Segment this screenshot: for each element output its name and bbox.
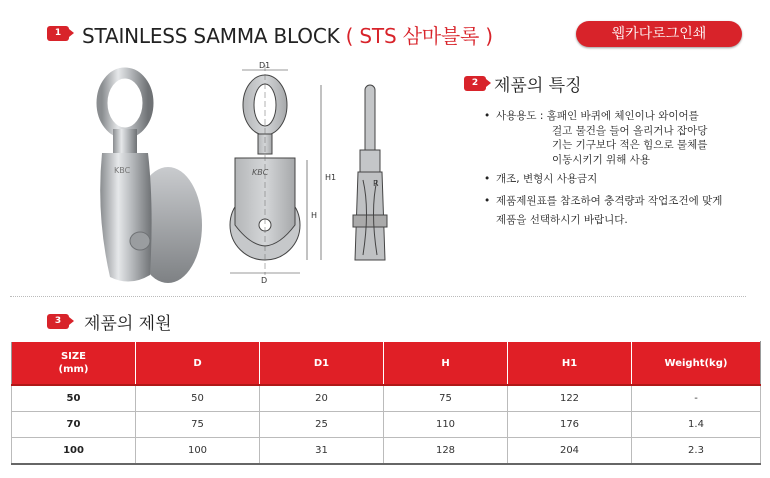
cell-size: 70 bbox=[12, 412, 136, 438]
cell-d: 100 bbox=[136, 438, 260, 465]
title-english: STAINLESS SAMMA BLOCK bbox=[82, 24, 340, 48]
cell-weight: 1.4 bbox=[632, 412, 761, 438]
section-3-badge: 3 bbox=[47, 314, 69, 329]
print-catalog-button[interactable]: 웹카다로그인쇄 bbox=[576, 21, 742, 47]
cell-weight: 2.3 bbox=[632, 438, 761, 465]
table-row bbox=[12, 412, 761, 438]
front-view-drawing bbox=[225, 60, 345, 290]
d-label: D bbox=[261, 276, 268, 285]
d1-label: D1 bbox=[259, 61, 271, 70]
spec-table bbox=[11, 341, 761, 465]
section-1-badge: 1 bbox=[47, 26, 69, 41]
product-photo bbox=[80, 55, 210, 290]
cell-weight: - bbox=[632, 385, 761, 412]
title-korean: ( STS 삼마블록 ) bbox=[345, 24, 493, 48]
cell-h: 75 bbox=[384, 385, 508, 412]
cell-h: 128 bbox=[384, 438, 508, 465]
cell-h1: 204 bbox=[508, 438, 632, 465]
spec-header-row bbox=[12, 342, 761, 386]
r-label: R bbox=[373, 179, 379, 188]
col-size: SIZE (mm) bbox=[12, 342, 136, 386]
col-weight: Weight(kg) bbox=[632, 342, 761, 386]
cell-h1: 176 bbox=[508, 412, 632, 438]
cell-size: 50 bbox=[12, 385, 136, 412]
cell-d: 50 bbox=[136, 385, 260, 412]
drawing-brand: KBC bbox=[252, 168, 269, 177]
cell-d1: 20 bbox=[260, 385, 384, 412]
section-2-badge: 2 bbox=[464, 76, 486, 91]
col-h: H bbox=[384, 342, 508, 386]
h1-label: H1 bbox=[325, 173, 337, 182]
feature-item-selection: • 제품제원표를 참조하여 충격량과 작업조건에 맞게 제품을 선택하시기 바랍니다. bbox=[484, 195, 723, 226]
cell-d: 75 bbox=[136, 412, 260, 438]
cell-d1: 25 bbox=[260, 412, 384, 438]
section-divider bbox=[10, 296, 746, 297]
cell-h: 110 bbox=[384, 412, 508, 438]
spec-heading: 제품의 제원 bbox=[84, 314, 172, 334]
col-h1: H1 bbox=[508, 342, 632, 386]
features-heading: 제품의 특징 bbox=[494, 76, 582, 96]
table-row bbox=[12, 438, 761, 465]
page-title bbox=[82, 20, 493, 49]
h-label: H bbox=[311, 211, 318, 220]
cell-h1: 122 bbox=[508, 385, 632, 412]
cell-size: 100 bbox=[12, 438, 136, 465]
feature-item-warning: • 개조, 변형시 사용금지 bbox=[484, 173, 598, 185]
cell-d1: 31 bbox=[260, 438, 384, 465]
photo-brand-mark: KBC bbox=[114, 166, 131, 175]
col-d: D bbox=[136, 342, 260, 386]
feature-item-usage: • 사용용도 : 홈패인 바퀴에 체인이나 와이어를 걸고 물건을 들어 올리거나 잡아당 기는 기구보다 적은 힘으로 물체를 이동시키기 위해 사용 bbox=[484, 110, 708, 166]
side-view-drawing bbox=[345, 80, 405, 270]
table-row bbox=[12, 385, 761, 412]
col-d1: D1 bbox=[260, 342, 384, 386]
